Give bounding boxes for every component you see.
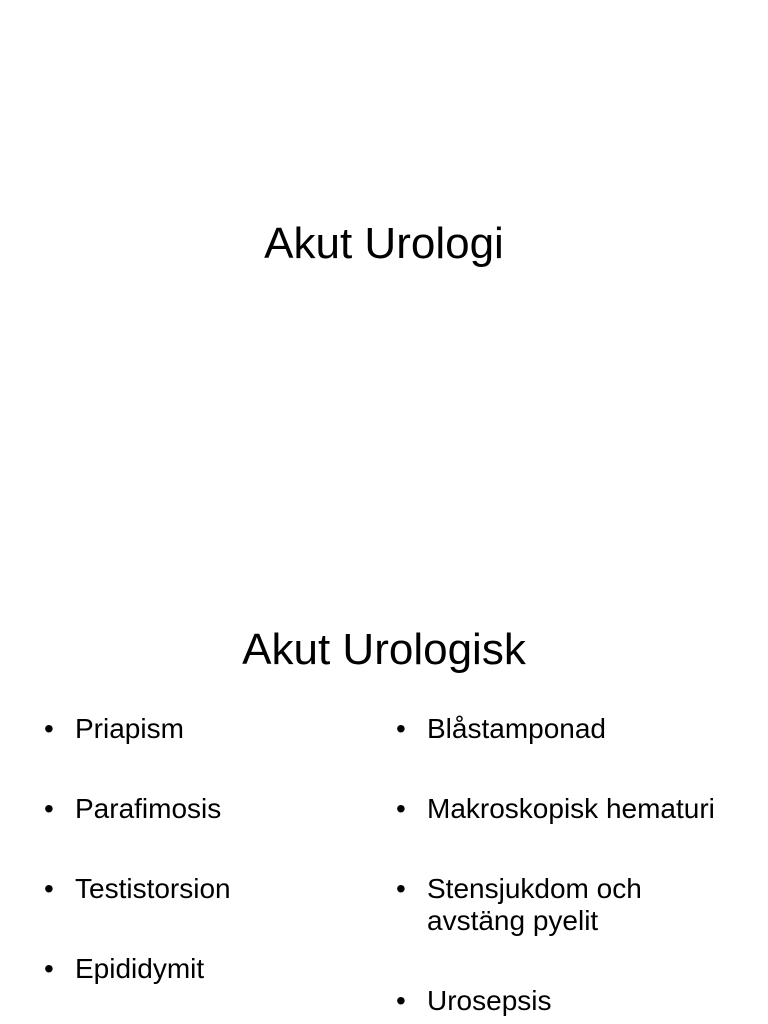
bullet-list-left [44,713,364,1024]
slide-2 [0,576,768,1024]
list-item: • Epididymit [44,953,364,985]
slide-title: Akut Urologisk [242,625,526,674]
list-item: • Priapism [44,713,364,745]
list-item: • Stensjukdom och avstäng pyelit [396,873,726,937]
slide-title: Akut Urologi [264,219,504,268]
list-item: • Makroskopisk hematuri [396,793,726,825]
list-item: • Parafimosis [44,793,364,825]
list-item: • Blåstamponad [396,713,726,745]
list-item: • Testistorsion [44,873,364,905]
list-item: • Urosepsis [396,985,726,1017]
bullet-list-right [396,713,726,1024]
